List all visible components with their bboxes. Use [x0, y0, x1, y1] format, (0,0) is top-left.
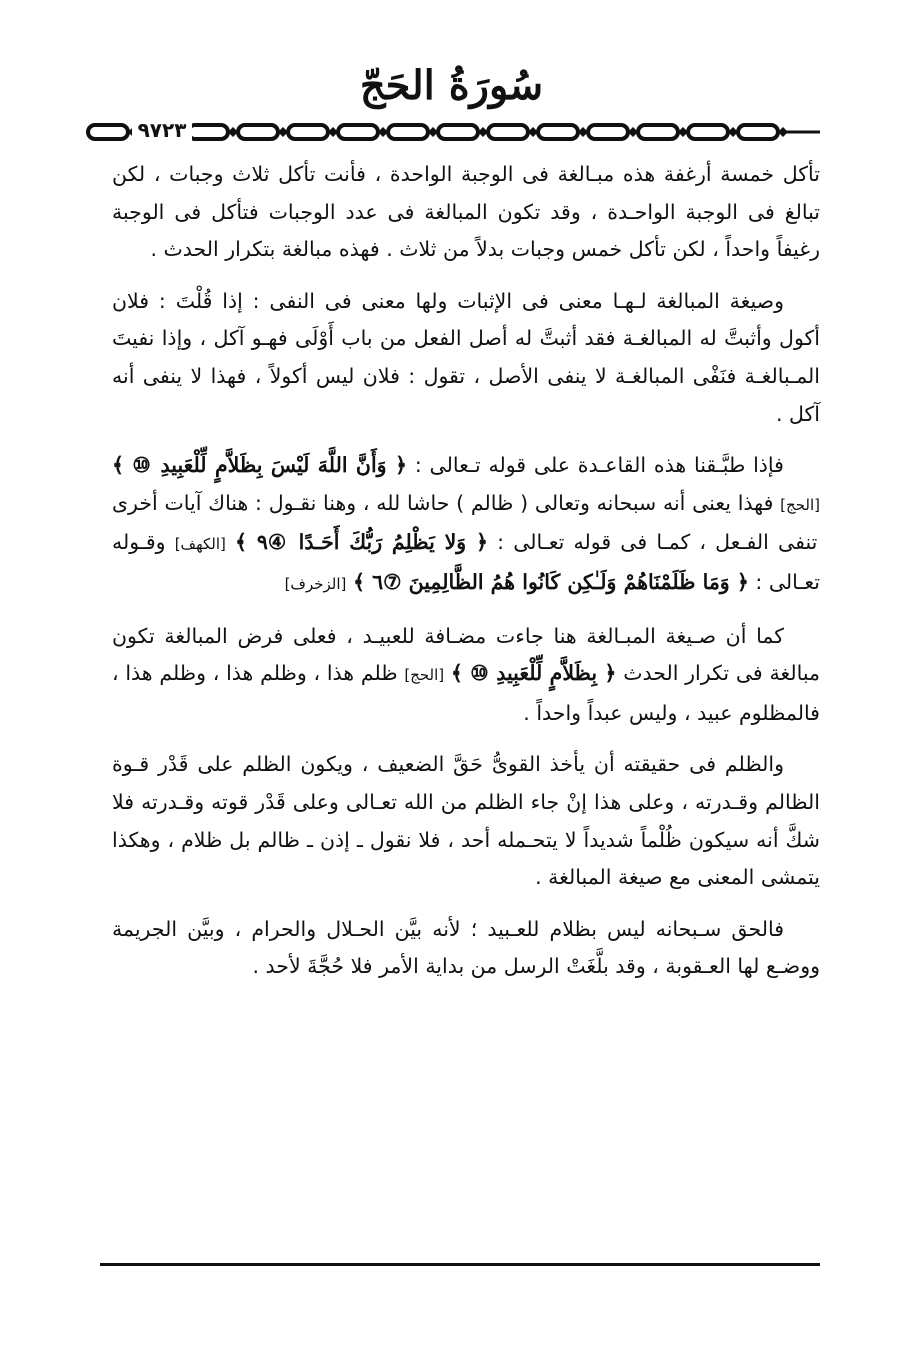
- paragraph-3-text-c: وقـوله تعـالى :: [112, 530, 820, 594]
- quran-verse-zukhruf-76: ﴿ وَمَا ظَلَمْنَاهُمْ وَلَـٰكِن كَانُوا هُمُ الظَّالِمِينَ ⑦٦ ﴾: [352, 569, 749, 594]
- paragraph-2: وصيغة المبالغة لـهـا معنى فى الإثبات ولها معنى فى النفى : إذا قُلْتَ : فلان أكول وأثبتَّ له المبالغـة فقد أثبتَّ له أصل الفعل من باب أَوْلَى فهـو آكل ، وإذا نفيتَ المـبالغـة فنَفْى المبالغـة لا ينفى الأصل ، تقول : فلان ليس أكولاً ، فهذا لا ينفى أنه آكل .: [112, 288, 820, 426]
- footer-rule: [100, 1263, 820, 1266]
- verse-reference-hajj-2: [الحج]: [404, 666, 445, 685]
- quran-verse-kahf-49: ﴿ وَلا يَظْلِمُ رَبُّكَ أَحَـدًا ④٩ ﴾: [235, 530, 488, 555]
- page-body: [112, 156, 820, 1000]
- paragraph-3: [112, 447, 820, 603]
- paragraph-6: فالحق سـبحانه ليس بظلام للعـبيد ؛ لأنه بيَّن الحـلال والحرام ، وبيَّن الجريمة ووضـع لها العـقوبة ، وقد بلَّغَتْ الرسل من بداية الأمر فلا حُجَّةَ لأحد .: [112, 916, 820, 979]
- paragraph-5: والظلم فى حقيقته أن يأخذ القوىُّ حَقَّ الضعيف ، ويكون الظلم على قَدْر قـوة الظالم وقـدرته ، وعلى هذا إنْ جاء الظلم من الله تعـالى وعلى قَدْر قوته وقـدرته فلا شكَّ أنه سيكون ظُلْماً شديداً لا يتحـمله أحد ، فلا نقول ـ إذن ـ ظالم بل ظلام ، وهكذا يتمشى المعنى مع صيغة المبالغة .: [112, 752, 820, 890]
- page-number: ٩٧٢٣: [132, 116, 192, 144]
- paragraph-4-text-b: ظلم هذا ، وظلم هذا ، وظلم هذا ، فالمظلوم عبيد ، وليس عبداً واحداً .: [112, 661, 820, 725]
- verse-reference-kahf: [الكهف]: [174, 535, 226, 554]
- paragraph-1: تأكل خمسة أرغفة هذه مبـالغة فى الوجبة الواحدة ، فأنت تأكل ثلاث وجبات ، لكن تبالغ فى الوجبة الواحـدة ، وقد تكون المبالغة فى عدد الوجبات فتأكل فى الوجبة رغيفاً واحداً ، لكن تأكل خمس وجبات بدلاً من ثلاث . فهذه مبالغة بتكرار الحدث .: [112, 162, 820, 262]
- verse-reference-zukhruf: [الزخرف]: [284, 574, 347, 593]
- paragraph-3-text-a: فإذا طبَّـقنا هذه القاعـدة على قوله تـعالى :: [414, 453, 784, 478]
- quran-verse-hajj-10: ﴿ وَأَنَّ اللَّهَ لَيْسَ بِظَلاَّمٍ لِّلْعَبِيدِ ⑩ ﴾: [112, 453, 408, 478]
- verse-reference-hajj: [الحج]: [780, 495, 820, 514]
- paragraph-4-text-a: كما أن صـيغة المبـالغة هنا جاءت مضـافة للعبيـد ، فعلى فرض المبالغة تكون مبالغة فى تكرار الحدث: [112, 623, 820, 686]
- quran-verse-hajj-10-short: ﴿ بِظَلاَّمٍ لِّلْعَبِيدِ ⑩ ﴾: [450, 661, 617, 686]
- header-ornament-border: [84, 118, 824, 146]
- paragraph-3-text-b: فهذا يعنى أنه سبحانه وتعالى ( ظالم ) حاشا لله ، وهنا نقـول : هناك آيات أخرى تنفى الفـعل ، كمـا فى قوله تعـالى :: [112, 490, 818, 555]
- ornament-chain-icon: [84, 118, 824, 146]
- paragraph-4: [112, 618, 820, 733]
- surah-title: سُورَةُ الحَجّ: [359, 62, 544, 109]
